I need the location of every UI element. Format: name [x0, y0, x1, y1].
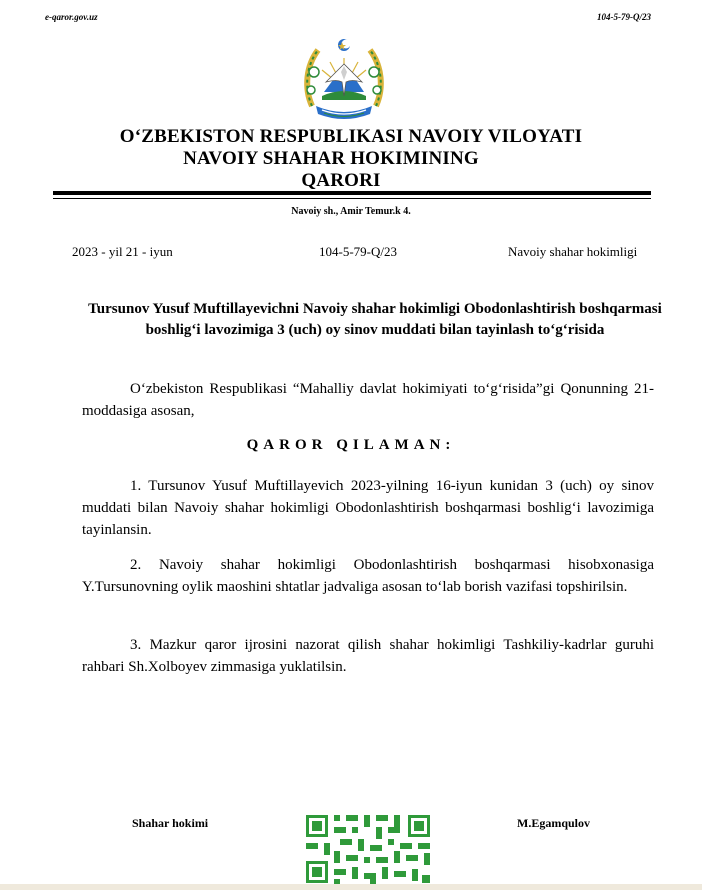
state-emblem-icon — [302, 36, 386, 122]
address: Navoiy sh., Amir Temur.k 4. — [291, 206, 411, 217]
preamble: O‘zbekiston Respublikasi “Mahalliy davlat hokimiyati to‘g‘risida”gi Qonunning 21-moddasiga asosan, — [82, 381, 654, 419]
page-bottom-edge — [0, 884, 702, 890]
decree-item-3: 3. Mazkur qaror ijrosini nazorat qilish shahar hokimligi Tashkiliy-kadrlar guruhi rahbari Sh.Xolboyev zimmasiga yuklatilsin. — [82, 637, 654, 675]
title-line-1: O‘ZBEKISTON RESPUBLIKASI NAVOIY VILOYATI — [119, 126, 583, 147]
document-heading: Tursunov Yusuf Muftillayevichni Navoiy shahar hokimligi Obodonlashtirish boshqarmasi boshlig‘i lavozimiga 3 (uch) oy sinov muddati bilan tayinlash to‘g‘risida — [88, 301, 662, 338]
document-title — [0, 126, 702, 192]
decree-item-1: 1. Tursunov Yusuf Muftillayevich 2023-yilning 16-iyun kunidan 3 (uch) oy sinov muddati bilan Navoiy shahar hokimligi Obodonlashtirish boshqarmasi boshlig‘i lavozimiga tayinlansin. — [82, 478, 654, 538]
title-line-2: NAVOIY SHAHAR HOKIMINING — [183, 148, 479, 169]
header-rule-thin — [53, 198, 651, 199]
signatory-title: Shahar hokimi — [132, 816, 209, 830]
document-issuer: Navoiy shahar hokimligi — [508, 244, 638, 259]
qr-code-icon[interactable] — [304, 813, 432, 885]
decree-label: QAROR QILAMAN: — [246, 437, 456, 453]
header-rule-thick — [53, 191, 651, 195]
decree-item-2: 2. Navoiy shahar hokimligi Obodonlashtirish boshqarmasi hisobxonasiga Y.Tursunovning oylik maoshini shtatlar jadvaliga asosan to‘lab borish vazifasi topshirilsin. — [82, 557, 654, 595]
document-number: 104-5-79-Q/23 — [319, 244, 397, 259]
document-date: 2023 - yil 21 - iyun — [72, 244, 173, 259]
title-line-3: QARORI — [301, 170, 381, 191]
site-url[interactable]: e-qaror.gov.uz — [45, 12, 98, 22]
document-code: 104-5-79-Q/23 — [597, 12, 651, 22]
signatory-name: M.Egamqulov — [517, 816, 591, 830]
